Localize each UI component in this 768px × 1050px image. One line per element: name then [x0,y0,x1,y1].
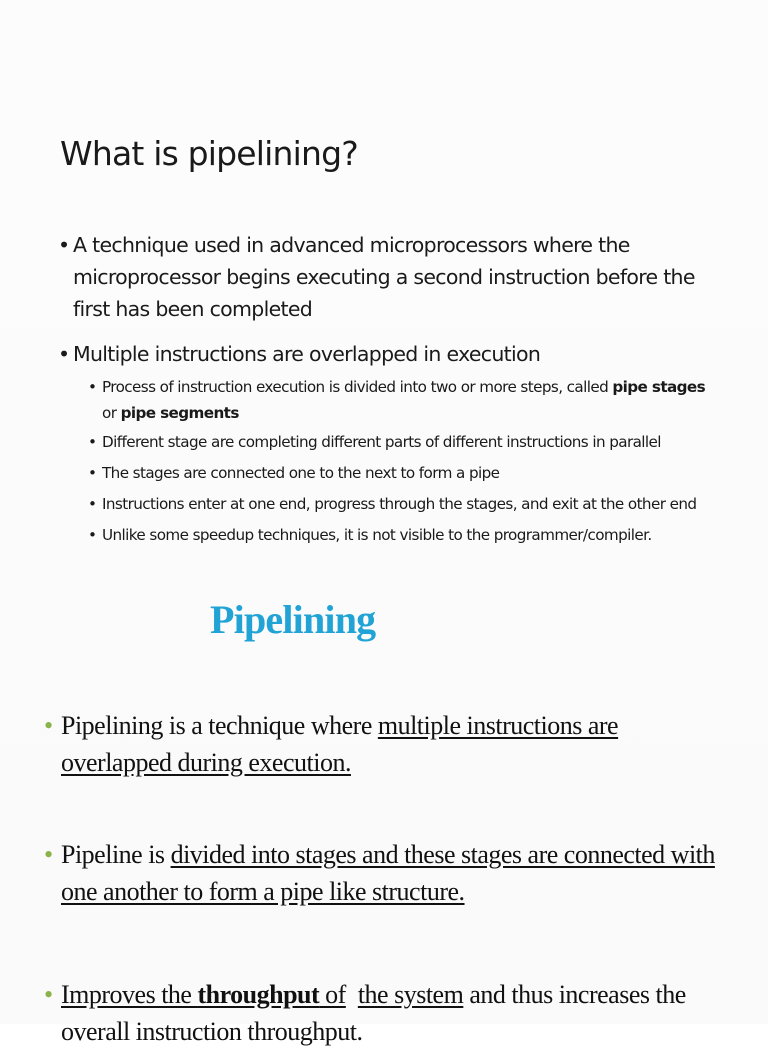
sub-bullet-text: Unlike some speedup techniques, it is not visible to the programmer/compiler. [102,526,652,544]
bullet-text: Multiple instructions are overlapped in execution [73,342,541,366]
bold-term: pipe stages [612,378,706,396]
bullet-item [44,707,724,781]
bold-term: throughput [197,980,320,1009]
bullet-text: A technique used in advanced microprocessors where the microprocessor begins executing a second instruction before the first has been completed [73,233,695,321]
bullet-dot: • [88,495,97,513]
bullet-text: Pipeline is divided into stages and these stages are connected with one another to form a pipe like structure. [61,840,715,906]
bullet-dot: • [44,711,53,740]
bullet-item [58,338,718,370]
bullet-item [58,229,718,325]
bullet-dot: • [88,464,97,482]
underlined-phrase: divided into stages and these stages are connected with one another to form a pipe like structure. [61,840,715,906]
sub-bullet-text: Process of instruction execution is divided into two or more steps, called pipe stages or pipe segments [102,378,706,422]
bullet-dot: • [88,378,97,396]
bullet-item [44,976,724,1050]
sub-bullet-text: Instructions enter at one end, progress through the stages, and exit at the other end [102,495,697,513]
bullet-dot: • [88,526,97,544]
sub-bullet-item [88,374,728,426]
sub-bullet-item [88,491,728,517]
bullet-text: Pipelining is a technique where multiple instructions are overlapped during execution. [61,711,619,777]
sub-bullet-text: Different stage are completing different parts of different instructions in parallel [102,433,661,451]
sub-bullet-text: The stages are connected one to the next to form a pipe [102,464,500,482]
bullet-dot: • [58,233,70,257]
bullet-dot: • [58,342,70,366]
underlined-phrase: multiple instructions are overlapped during execution. [61,711,619,777]
underlined-phrase: the system [357,980,464,1009]
underlined-phrase: Improves the throughput of [61,980,346,1009]
bullet-dot: • [44,840,53,869]
bullet-text: Improves the throughput of the system and thus increases the overall instruction throughput. [61,980,686,1046]
slide-title: What is pipelining? [60,134,359,173]
sub-bullet-item [88,429,728,455]
bold-term: pipe segments [120,404,239,422]
sub-bullet-item [88,460,728,486]
bullet-item [44,836,724,910]
slide-title: Pipelining [210,597,376,642]
bullet-dot: • [88,433,97,451]
sub-bullet-item [88,522,728,548]
bullet-dot: • [44,980,53,1009]
